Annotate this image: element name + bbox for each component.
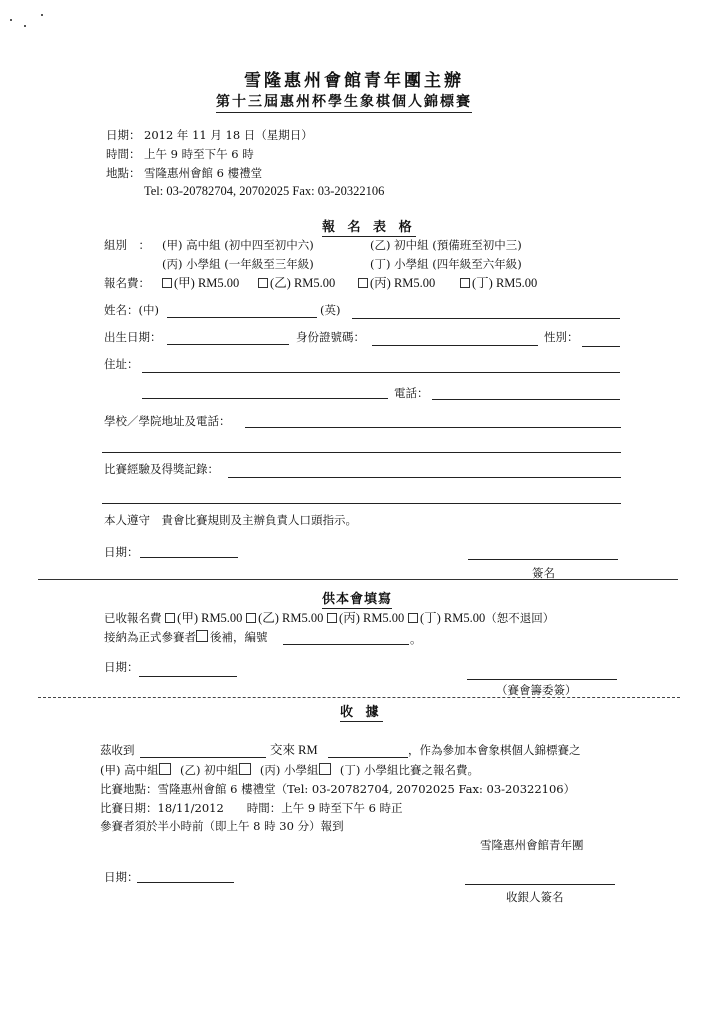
office-number-field[interactable]	[283, 644, 409, 645]
office-received-label: 已收報名費	[104, 611, 162, 625]
receipt-paid-label	[270, 743, 318, 757]
event-date-value: 2012 年 11 月 18 日（星期日）	[144, 128, 313, 142]
event-venue-label: 地點：	[106, 166, 141, 180]
group-option-a: (甲) 高中組 (初中四至初中六)	[162, 238, 314, 252]
fee-option-b[interactable]	[258, 276, 335, 290]
fee-option-a[interactable]	[162, 276, 239, 290]
receipt-match-date: 比賽日期：18/11/2012 時間：上午 9 時至下午 6 時正	[100, 801, 403, 815]
office-accept-label: 接納為正式參賽者	[104, 630, 196, 644]
declaration-text: 本人遵守 貴會比賽規則及主辦負責人口頭指示。	[104, 513, 357, 527]
fee-option-label: (甲) RM5.00	[174, 276, 240, 290]
office-signature-label: （賽會籌委簽）	[496, 683, 577, 697]
checkbox[interactable]	[159, 763, 171, 775]
section-divider	[38, 579, 678, 580]
scan-speck	[24, 25, 26, 27]
school-field-line-1[interactable]	[245, 427, 621, 428]
receipt-org-name: 雪隆惠州會館青年團	[480, 838, 584, 852]
checkbox[interactable]	[358, 278, 368, 288]
office-waitlist-label: 後補，編號	[210, 630, 268, 644]
fee-option-label: (丁) RM5.00	[472, 276, 538, 290]
registration-signature-label: 簽名	[532, 566, 555, 580]
checkbox[interactable]	[460, 278, 470, 288]
receipt-venue: 比賽地點：雪隆惠州會館 6 樓禮堂（Tel: 03-20782704, 20702025 Fax: 03-20322106）	[100, 782, 576, 796]
receipt-group-c: (丙) 小學組	[259, 763, 319, 777]
checkbox[interactable]	[258, 278, 268, 288]
address-field-line-2[interactable]	[142, 398, 388, 399]
checkbox[interactable]	[408, 613, 418, 623]
event-title: 第十三屆惠州杯學生象棋個人錦標賽	[216, 91, 472, 113]
phone-label: 電話：	[394, 386, 429, 400]
event-time-value: 上午 9 時至下午 6 時	[144, 147, 254, 161]
experience-field-line-2[interactable]	[102, 503, 621, 504]
ic-label: 身份證號碼：	[296, 330, 365, 344]
fee-label: 報名費：	[104, 276, 150, 290]
school-field-line-2[interactable]	[102, 452, 621, 453]
registration-signature-field[interactable]	[468, 559, 618, 560]
fee-option-d[interactable]	[460, 276, 537, 290]
experience-field-line-1[interactable]	[228, 477, 621, 478]
school-label: 學校／學院地址及電話：	[104, 414, 231, 428]
dob-field[interactable]	[167, 344, 289, 345]
event-time-label: 時間：	[106, 147, 141, 161]
receipt-paid-text: 交來 RM	[270, 743, 318, 757]
checkbox[interactable]	[196, 630, 208, 642]
office-date-field[interactable]	[139, 676, 237, 677]
address-label: 住址：	[104, 357, 139, 371]
address-field-line-1[interactable]	[142, 372, 620, 373]
group-option-c: (丙) 小學組 (一年級至三年級)	[162, 257, 314, 271]
name-en-field[interactable]	[352, 318, 620, 319]
ic-field[interactable]	[372, 345, 538, 346]
cut-line	[38, 697, 680, 698]
event-venue-value: 雪隆惠州會館 6 樓禮堂	[144, 166, 263, 180]
group-option-d: (丁) 小學組 (四年級至六年級)	[370, 257, 522, 271]
checkbox[interactable]	[319, 763, 331, 775]
receipt-group-a: (甲) 高中組	[100, 763, 159, 777]
receipt-report-time: 參賽者須於半小時前（即上午 8 時 30 分）報到	[100, 819, 344, 833]
office-signature-field[interactable]	[467, 679, 617, 680]
office-use-section-title: 供本會填寫	[322, 588, 392, 609]
checkbox[interactable]	[162, 278, 172, 288]
office-fee-option-d: (丁) RM5.00	[419, 611, 486, 625]
office-fee-line	[104, 611, 554, 625]
event-contact: Tel: 03-20782704, 20702025 Fax: 03-20322106	[144, 184, 385, 198]
registration-date-field[interactable]	[140, 557, 238, 558]
receipt-section-title: 收 據	[340, 701, 383, 722]
fee-option-label: (丙) RM5.00	[370, 276, 436, 290]
receipt-amount-field[interactable]	[328, 757, 408, 758]
office-fee-option-c: (丙) RM5.00	[339, 611, 405, 625]
checkbox[interactable]	[165, 613, 175, 623]
name-cn-label: 姓名：(中)	[104, 303, 159, 317]
group-label: 組別 ：	[104, 238, 150, 252]
receipt-date-label: 日期：	[104, 870, 139, 884]
office-accept-suffix: 。	[410, 632, 422, 646]
office-fee-option-a: (甲) RM5.00	[177, 611, 243, 625]
receipt-group-d: (丁) 小學組比賽之報名費。	[339, 763, 479, 777]
name-en-label: (英)	[320, 303, 341, 317]
office-date-label: 日期：	[104, 660, 139, 674]
phone-field[interactable]	[432, 399, 620, 400]
registration-section-title: 報 名 表 格	[322, 216, 416, 237]
receipt-cashier-signature-field[interactable]	[465, 884, 615, 885]
receipt-date-field[interactable]	[137, 882, 234, 883]
experience-label: 比賽經驗及得獎記錄：	[104, 462, 219, 476]
scan-speck	[10, 19, 12, 21]
event-date-label: 日期：	[106, 128, 141, 142]
checkbox[interactable]	[246, 613, 256, 623]
receipt-cashier-label: 收銀人簽名	[506, 890, 564, 904]
fee-option-label: (乙) RM5.00	[270, 276, 336, 290]
receipt-purpose-text: ，作為參加本會象棋個人錦標賽之	[408, 743, 581, 757]
registration-date-label: 日期：	[104, 545, 139, 559]
receipt-groups-line	[100, 763, 479, 777]
checkbox[interactable]	[327, 613, 337, 623]
gender-label: 性別：	[544, 330, 579, 344]
scan-speck	[41, 14, 43, 16]
receipt-received-from-label: 茲收到	[100, 743, 135, 757]
office-accept-line	[104, 630, 268, 644]
fee-option-c[interactable]	[358, 276, 435, 290]
office-fee-option-b: (乙) RM5.00	[258, 611, 324, 625]
group-option-b: (乙) 初中組 (預備班至初中三)	[370, 238, 522, 252]
non-refundable-note: （恕不退回）	[485, 611, 555, 625]
receipt-group-b: (乙) 初中組	[179, 763, 239, 777]
dob-label: 出生日期：	[104, 330, 162, 344]
organizer-title: 雪隆惠州會館青年團主辦	[244, 71, 464, 91]
checkbox[interactable]	[239, 763, 251, 775]
name-cn-field[interactable]	[167, 317, 317, 318]
receipt-name-field[interactable]	[140, 757, 266, 758]
gender-field[interactable]	[582, 346, 620, 347]
